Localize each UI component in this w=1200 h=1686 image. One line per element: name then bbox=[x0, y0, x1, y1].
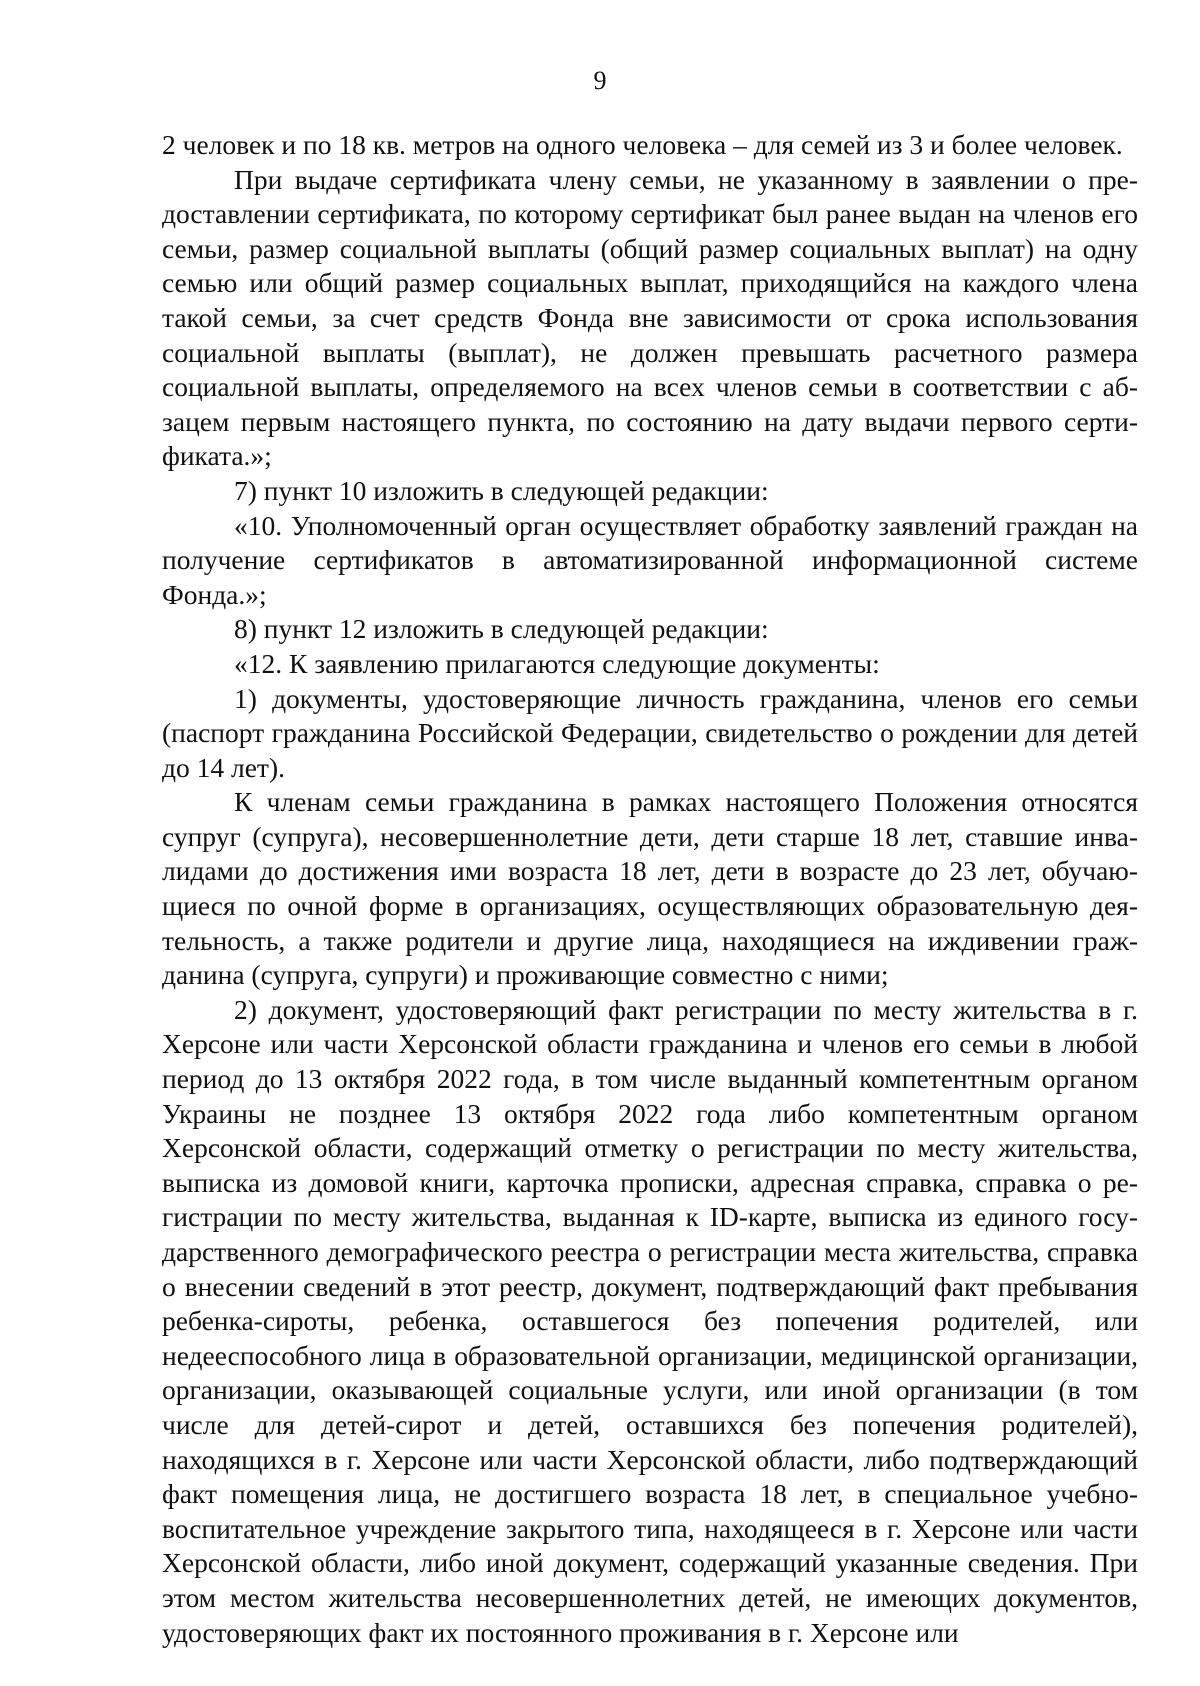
paragraph-8: К членам семьи гражданина в рамках настоящего Положения относятся супруг (супруга), несовершеннолетние дети, дети старше 18 лет, ставшие инвалидами до достижения ими возраста 18 лет, дети в возрасте до 23 лет, обучающиеся по очной форме в организациях, осуществляющих образовательную деятельность, а также родители и другие лица, находящиеся на иждивении гражданина (супруга, супруги) и проживающие совместно с ними; bbox=[162, 786, 1138, 991]
paragraph-5: 8) пункт 12 изложить в следующей редакции: bbox=[234, 613, 769, 645]
paragraph-2: При выдаче сертификата члену семьи, не указанному в заявлении о предоставлении сертификата, по которому сертификат был ранее выдан на членов его семьи, размер социальной выплаты (общий размер социальных выплат) на одну семью или общий размер социальных выплат, приходящийся на каждого члена такой семьи, за счет средств Фонда вне зависимости от срока использования социальной выплаты (выплат), не должен превышать расчетного размера социальной выплаты, определяемого на всех членов семьи в соответствии с абзацем первым настоящего пункта, по состоянию на дату выдачи первого сертификата.»; bbox=[162, 163, 1138, 472]
document-body bbox=[162, 128, 1138, 1650]
paragraph-7: 1) документы, удостоверяющие личность гражданина, членов его семьи (паспорт гражданина Российской Федерации, свидетельство о рождении для детей до 14 лет). bbox=[162, 682, 1138, 783]
paragraph-3: 7) пункт 10 изложить в следующей редакции: bbox=[234, 474, 769, 506]
paragraph-9: 2) документ, удостоверяющий факт регистрации по месту жительства в г. Херсоне или части Херсонской области гражданина и членов его семьи в любой период до 13 октября 2022 года, в том числе выданный компетентным органом Украины не позднее 13 октября 2022 года либо компетентным органом Херсонской области, содержащий отметку о регистрации по месту жительства, выписка из домовой книги, карточка прописки, адресная справка, справка о регистрации по месту жительства, выданная к ID-карте, выписка из единого государственного демографического реестра о регистрации места жительства, справка о внесении сведений в этот реестр, документ, подтверждающий факт пребывания ребенка-сироты, ребенка, оставшегося без попечения родителей, или недееспособного лица в образовательной организации, медицинской организации, организации, оказывающей социальные услуги, или иной организации (в том числе для детей-сирот и детей, оставшихся без попечения родителей), находящихся в г. Херсоне или части Херсонской области, либо подтверждающий факт помещения лица, не достигшего возраста 18 лет, в специальное учебно-воспитательное учреждение закрытого типа, находящееся в г. Херсоне или части Херсонской области, либо иной документ, содержащий указанные сведения. При этом местом жительства несовершеннолетних детей, не имеющих документов, удостоверяющих факт их постоянного проживания в г. Херсоне или bbox=[162, 993, 1138, 1648]
paragraph-1: 2 человек и по 18 кв. метров на одного человека – для семей из 3 и более человек. bbox=[162, 129, 1123, 160]
paragraph-4: «10. Уполномоченный орган осуществляет обработку заявлений граждан на получение сертификатов в автоматизированной информационной системе Фонда.»; bbox=[162, 509, 1138, 610]
page-number: 9 bbox=[593, 66, 607, 95]
paragraph-6: «12. К заявлению прилагаются следующие документы: bbox=[234, 647, 880, 679]
